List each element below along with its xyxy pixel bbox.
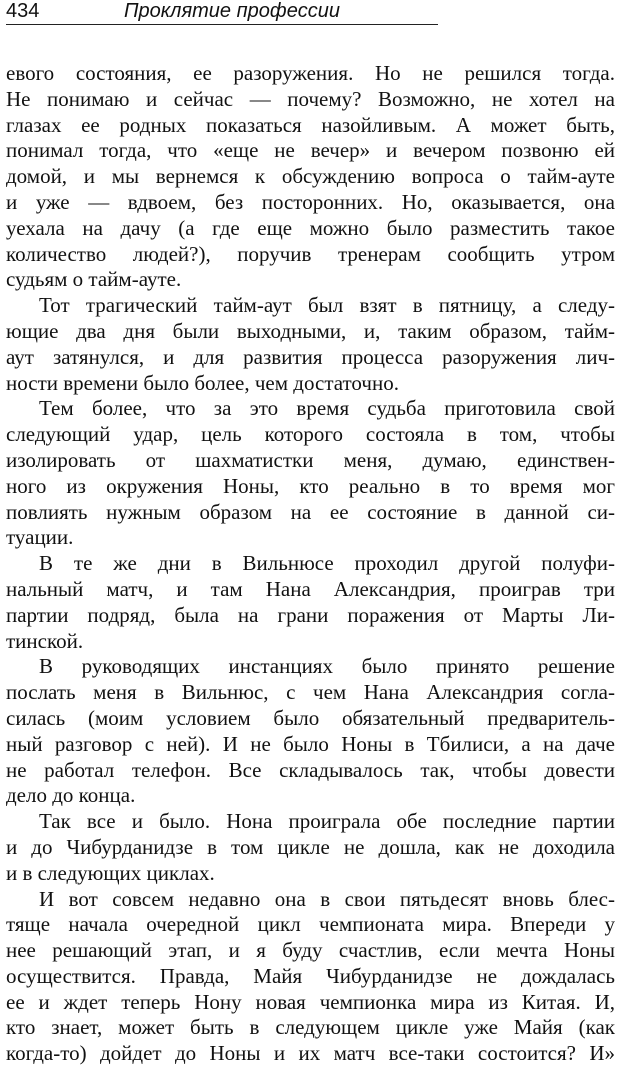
text-line: послать меня в Вильнюс, с чем Нана Александрия согла-: [6, 680, 615, 705]
text-line: ный разговор с ней). И не было Ноны в Тбилиси, а на даче: [6, 731, 615, 756]
text-line: изолировать от шахматистки меня, думаю, единствен-: [6, 447, 615, 472]
text-line: домой, и мы вернемся к обсуждению вопроса о тайм-ауте: [6, 164, 615, 189]
text-line: евого состояния, ее разоружения. Но не решился тогда.: [6, 61, 615, 85]
text-line: ее и ждет теперь Нону новая чемпионка мира из Китая. И,: [6, 989, 615, 1014]
text-line: туации.: [6, 525, 74, 550]
text-line: Не понимаю и сейчас — почему? Возможно, не хотел на: [6, 86, 615, 111]
text-line: И вот совсем недавно она в свои пятьдесят вновь блес-: [39, 886, 615, 911]
text-line: Тот трагический тайм-аут был взят в пятницу, а следу-: [39, 293, 615, 318]
text-line: тяще начала очередной цикл чемпионата мира. Впереди у: [6, 912, 615, 937]
text-line: и в следующих циклах.: [6, 860, 215, 885]
text-line: ности времени было более, чем достаточно.: [6, 370, 399, 395]
text-line: и уже — вдвоем, без посторонних. Но, оказывается, она: [6, 189, 615, 214]
text-line: кто знает, может быть в следующем цикле уже Майя (как: [6, 1015, 615, 1040]
text-line: ного из окружения Ноны, кто реально в то время мог: [6, 473, 615, 498]
text-line: нальный матч, и там Нана Александрия, проиграв три: [6, 576, 615, 601]
text-line: Тем более, что за это время судьба приготовила свой: [39, 396, 615, 421]
text-line: повлиять нужным образом на ее состояние в данной си-: [6, 499, 615, 524]
text-line: количество людей?), поручив тренерам сообщить утром: [6, 241, 615, 266]
text-line: уехала на дачу (а где еще можно было разместить такое: [6, 215, 615, 240]
page-number: 434: [6, 0, 40, 22]
running-title: Проклятие профессии: [124, 0, 340, 22]
text-line: аут затянулся, и для развития процесса разоружения лич-: [6, 344, 615, 369]
text-line: когда-то) дойдет до Ноны и их матч все-таки состоится? И»: [6, 1041, 615, 1066]
text-line: партии подряд, была на грани поражения от Марты Ли-: [6, 602, 615, 627]
text-line: понимал тогда, что «еще не вечер» и вечером позвоню ей: [6, 138, 615, 163]
text-line: ющие два дня были выходными, и, таким образом, тайм-: [6, 318, 615, 343]
text-line: следующий удар, цель которого состояла в том, чтобы: [6, 422, 615, 447]
text-line: нее решающий этап, и я буду счастлив, если мечта Ноны: [6, 938, 615, 963]
running-header: [6, 0, 438, 25]
text-line: осуществится. Правда, Майя Чибурданидзе не дождалась: [6, 963, 615, 988]
text-line: В те же дни в Вильнюсе проходил другой полуфи-: [39, 551, 615, 576]
text-line: силась (моим условием было обязательный предваритель-: [6, 705, 615, 730]
text-line: и до Чибурданидзе в том цикле не дошла, как не доходила: [6, 834, 615, 859]
text-line: тинской.: [6, 628, 84, 653]
text-line: глазах ее родных показаться назойливым. А может быть,: [6, 112, 615, 137]
text-line: В руководящих инстанциях было принято решение: [39, 654, 615, 679]
text-line: дело до конца.: [6, 783, 136, 808]
text-line: судьям о тайм-ауте.: [6, 267, 182, 292]
text-line: Так все и было. Нона проиграла обе последние партии: [39, 809, 615, 834]
body-text: [6, 61, 615, 1067]
text-line: не работал телефон. Все складывалось так, чтобы довести: [6, 757, 615, 782]
